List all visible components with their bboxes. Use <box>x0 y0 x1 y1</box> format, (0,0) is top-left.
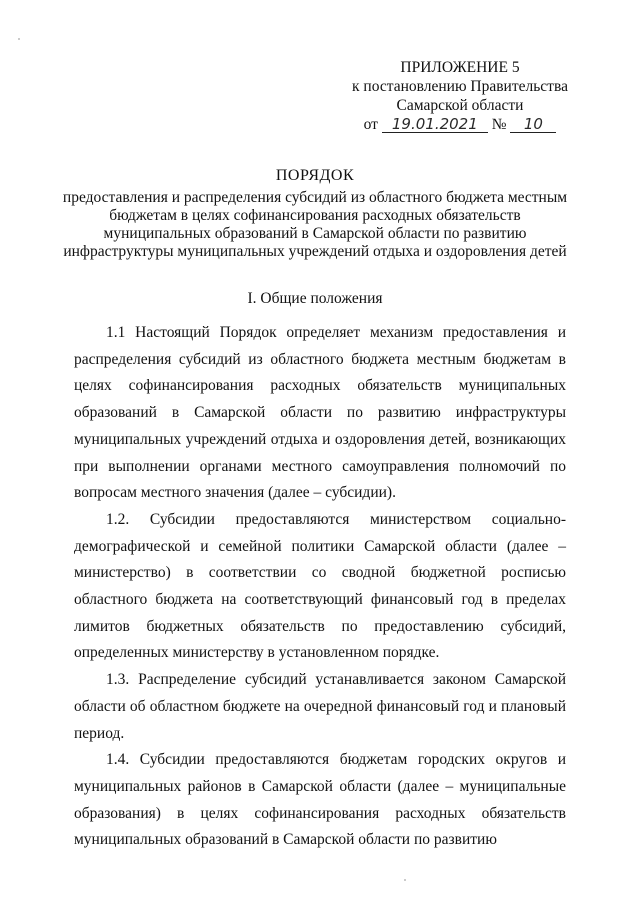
from-label: от <box>363 116 378 133</box>
section-heading: I. Общие положения <box>247 290 383 307</box>
scan-speck <box>404 879 406 881</box>
title-heading: ПОРЯДОК <box>275 167 355 184</box>
paragraph-1-3: 1.3. Распределение субсидий устанавливается законом Самарской области об областном бюджете на очередной финансовый год и плановый период. <box>74 671 566 742</box>
paragraph-1-2: 1.2. Субсидии предоставляются министерством социально-демографической и семейной политики Самарской области (далее – министерство) в соответствии со сводной бюджетной росписью областного бюджета на соответствующий финансовый год в пределах лимитов бюджетных обязательств по предоставлению субсидий, определенных министерству в установленном порядке. <box>74 510 566 662</box>
title-subtitle: предоставления и распределения субсидий из областного бюджета местным бюджетам в целях софинансирования расходных обязательств муниципальных образований в Самарской области по развитию инфраструктуры муниципальных учреждений отдыха и оздоровления детей <box>62 189 568 260</box>
handwritten-date: 19.01.2021 <box>382 116 488 133</box>
appendix-block <box>330 58 590 134</box>
appendix-date-number-line <box>330 115 590 134</box>
paragraph-1-1: 1.1 Настоящий Порядок определяет механизм предоставления и распределения субсидий из областного бюджета местным бюджетам в целях софинансирования расходных обязательств муниципальных образований в Самарской области по развитию инфраструктуры муниципальных учреждений отдыха и оздоровления детей, возникающих при выполнении органами местного самоуправления полномочий по вопросам местного значения (далее – субсидии). <box>74 324 566 502</box>
paragraph-1-4: 1.4. Субсидии предоставляются бюджетам городских округов и муниципальных районов в Самарской области (далее – муниципальные образования) в целях софинансирования расходных обязательств муниципальных образований в Самарской области по развитию <box>74 751 566 849</box>
appendix-title: ПРИЛОЖЕНИЕ 5 <box>400 59 520 76</box>
scan-speck <box>18 38 20 40</box>
handwritten-number: 10 <box>510 116 556 133</box>
document-body <box>74 320 566 854</box>
document-title <box>60 167 570 261</box>
appendix-resolution: к постановлению Правительства <box>352 78 568 95</box>
number-label: № <box>491 116 507 133</box>
appendix-region: Самарской области <box>396 97 524 114</box>
